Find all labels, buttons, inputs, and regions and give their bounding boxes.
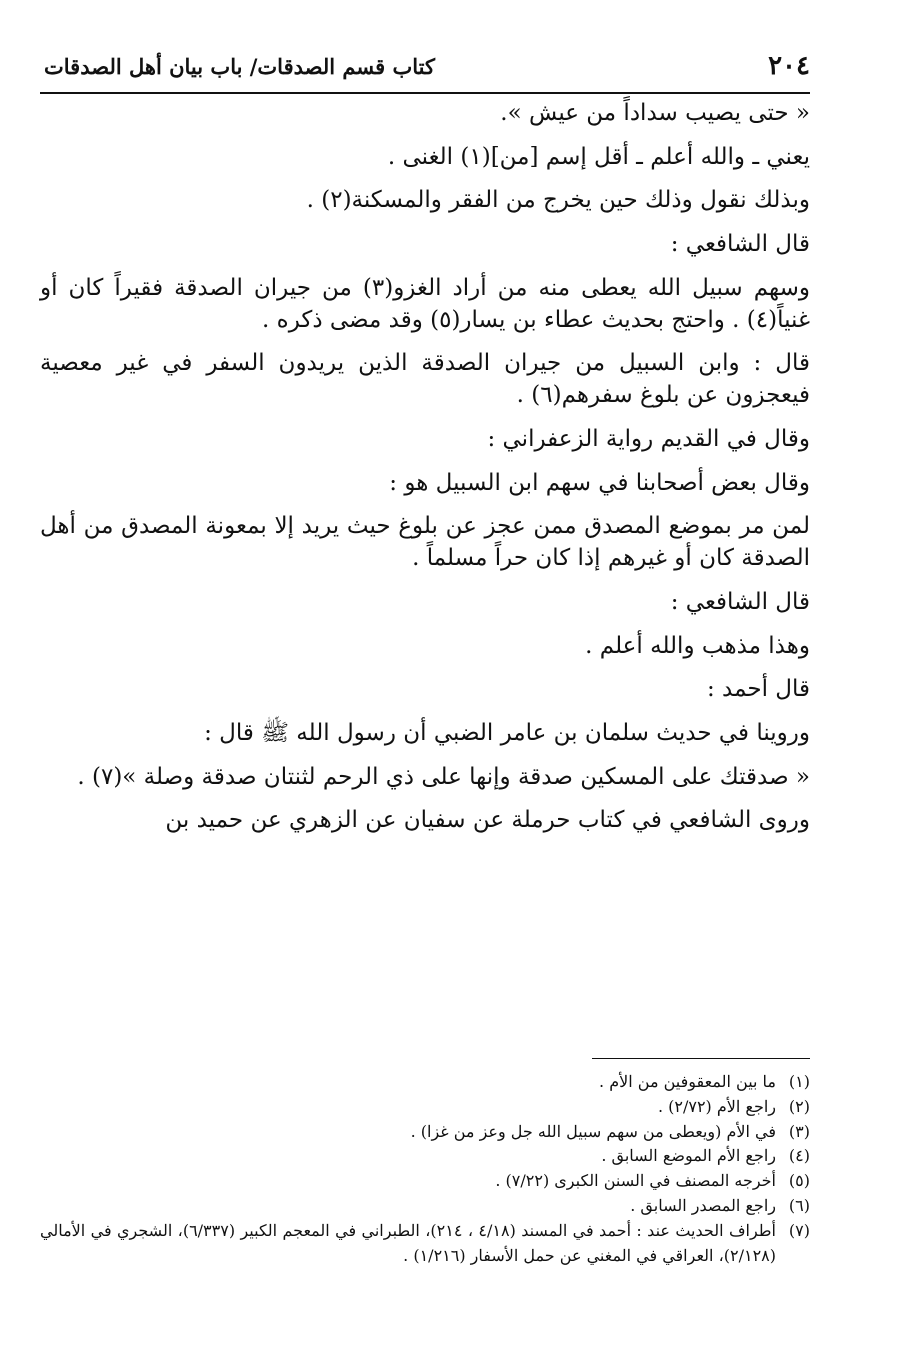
paragraph: قال أحمد : (706, 676, 810, 703)
paragraph: وقال في القديم رواية الزعفراني : (487, 425, 810, 452)
paragraph: وروى الشافعي في كتاب حرملة عن سفيان عن الزهري عن حميد بن (165, 807, 810, 834)
footnote-text: أطراف الحديث عند : أحمد في المسند (٤/١٨ ، ٢١٤)، الطبراني في المعجم الكبير (٦/٣٣٧)، الشجري في الأمالي (٢/١٢٨)، العراقي في المغني عن حمل الأسفار (١/٢١٦) . (40, 1220, 776, 1265)
footnote-text: أخرجه المصنف في السنن الكبرى (٧/٢٢) . (495, 1171, 776, 1191)
footnote-number: (٦) (788, 1195, 810, 1215)
paragraph: قال الشافعي : (670, 231, 810, 258)
paragraph: وهذا مذهب والله أعلم . (585, 632, 810, 659)
footnote (40, 1169, 810, 1194)
paragraph: وروينا في حديث سلمان بن عامر الضبي أن رسول الله ﷺ قال : (204, 720, 810, 747)
footnote (40, 1219, 810, 1269)
book-page (40, 40, 810, 1320)
footnote-number: (٣) (788, 1121, 810, 1141)
running-head: كتاب قسم الصدقات/ باب بيان أهل الصدقات (44, 53, 435, 79)
paragraph: قال : وابن السبيل من جيران الصدقة الذين يريدون السفر في غير معصية فيعجزون عن بلوغ سفرهم(٦) . (40, 350, 810, 409)
paragraph: وقال بعض أصحابنا في سهم ابن السبيل هو : (389, 469, 810, 496)
footnote-number: (٢) (788, 1096, 810, 1116)
footnote (40, 1070, 810, 1095)
page-number: ٢٠٤ (768, 51, 810, 81)
footnote-number: (٤) (788, 1146, 810, 1166)
footnote-text: راجع الأم الموضع السابق . (601, 1146, 776, 1166)
footnote (40, 1120, 810, 1145)
footnote-number: (٧) (788, 1220, 810, 1240)
paragraph: قال الشافعي : (670, 588, 810, 615)
page-header (40, 40, 810, 94)
footnote-text: ما بين المعقوفين من الأم . (599, 1072, 776, 1091)
paragraph: « حتى يصيب سداداً من عيش ». (500, 100, 810, 126)
footnote-number: (١) (788, 1072, 810, 1091)
footnote-text: راجع المصدر السابق . (630, 1195, 776, 1215)
paragraph: يعني ـ والله أعلم ـ أقل إسم [من](١) الغنى . (387, 143, 810, 170)
paragraph: « صدقتك على المسكين صدقة وإنها على ذي الرحم لثنتان صدقة وصلة »(٧) . (77, 763, 810, 790)
paragraph: وسهم سبيل الله يعطى منه من أراد الغزو(٣) من جيران الصدقة فقيراً كان أو غنياً(٤) . واحتج بحديث عطاء بن يسار(٥) وقد مضى ذكره . (40, 274, 810, 333)
footnote-number: (٥) (788, 1171, 810, 1191)
footnote (40, 1144, 810, 1169)
main-text (40, 98, 810, 849)
footnote-divider (592, 1058, 810, 1059)
footnote (40, 1194, 810, 1219)
footnote (40, 1095, 810, 1120)
paragraph: وبذلك نقول وذلك حين يخرج من الفقر والمسكنة(٢) . (306, 187, 810, 214)
footnote-text: في الأم (ويعطى من سهم سبيل الله جل وعز من غزا) . (410, 1121, 776, 1141)
footnotes (40, 1070, 810, 1268)
footnote-text: راجع الأم (٢/٧٢) . (657, 1096, 776, 1116)
paragraph: لمن مر بموضع المصدق ممن عجز عن بلوغ حيث يريد إلا بمعونة المصدق من أهل الصدقة كان أو غيرهم إذا كان حراً مسلماً . (40, 513, 810, 572)
